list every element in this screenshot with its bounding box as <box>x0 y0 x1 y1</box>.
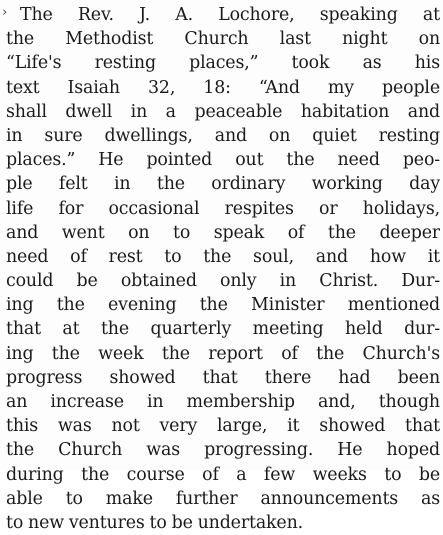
article-line-2: the Methodist Church last night on <box>6 29 440 50</box>
article-line-6: in sure dwellings, and on quiet resting <box>6 125 440 146</box>
article-line-22: to new ventures to be undertaken. <box>6 512 303 533</box>
article-line-18: this was not very large, it showed that <box>6 416 440 437</box>
article-line-4: text Isaiah 32, 18: “And my people <box>6 77 440 98</box>
article-line-17: an increase in membership and, though <box>6 392 440 412</box>
article-line-21: able to make further announcements as <box>6 488 440 509</box>
article-line-5: shall dwell in a peaceable habitation and <box>6 101 440 122</box>
article-line-13: ing the evening the Minister mentioned <box>6 295 440 316</box>
article-line-9: life for occasional respites or holidays, <box>6 198 440 219</box>
article-line-1: The Rev. J. A. Lochore, speaking at <box>20 5 440 25</box>
article-line-3: “Life's resting places,” took as his <box>6 53 440 74</box>
article-line-8: ple felt in the ordinary working day <box>6 174 440 195</box>
article-line-15: ing the week the report of the Church's <box>6 343 440 364</box>
article-line-12: could be obtained only in Christ. Dur- <box>6 271 440 292</box>
article-line-11: need of rest to the soul, and how it <box>6 246 440 267</box>
article-line-7: places.” He pointed out the need peo- <box>6 150 440 171</box>
article-line-14: that at the quarterly meeting held dur- <box>6 319 440 340</box>
article-line-19: the Church was progressing. He hoped <box>6 440 440 461</box>
article-line-10: and went on to speak of the deeper <box>6 222 440 243</box>
article-line-16: progress showed that there had been <box>6 367 440 388</box>
paragraph-marker-icon: › <box>2 5 8 20</box>
article-line-20: during the course of a few weeks to be <box>6 464 440 485</box>
